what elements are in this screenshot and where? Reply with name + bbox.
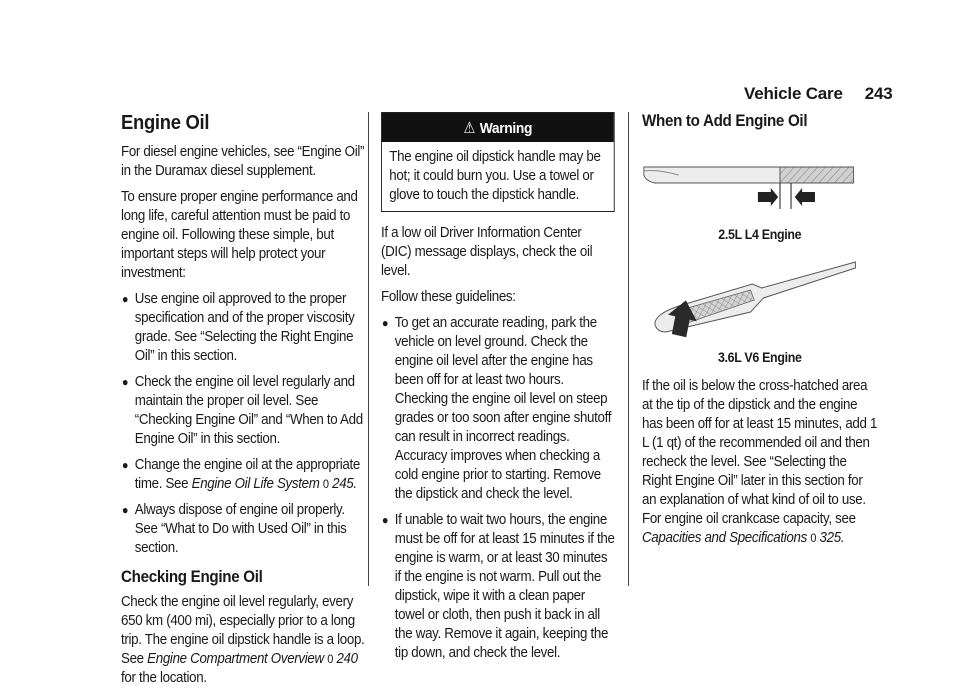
section-heading: Checking Engine Oil [121,568,263,586]
column-1 [121,110,369,695]
bullet-icon: ● [121,292,129,306]
bullet-icon: ● [381,316,389,330]
paragraph: If the oil is below the cross-hatched area at the tip of the dipstick and the engine has been off for at least 15 minutes, add 1 L (1 qt) of the recommended oil and then recheck the level. See “Selecting the Right Engine Oil” later in this section for an explanation of what kind of oil to use. For engine oil crankcase capacity, see Capacities and Specifications 0 325. [642,378,878,546]
paragraph: Check the engine oil level regularly, every 650 km (400 mi), especially prior to a long trip. The engine oil dipstick handle is a loop. See Engine Compartment Overview 0 240 for the location. [121,594,365,686]
bullet-icon: ● [381,513,389,527]
list-item: ● Always dispose of engine oil properly. See “What to Do with Used Oil” in this section. [121,502,347,556]
cross-reference-link[interactable]: Capacities and Specifications [642,530,807,546]
page-title: Engine Oil [121,112,210,134]
column-divider [628,112,629,586]
page-ref-number[interactable]: 245. [332,476,357,492]
bullet-list [381,314,615,663]
section-title: Vehicle Care [744,84,843,103]
column-2 [381,110,615,670]
page-ref-icon: 0 [810,531,817,545]
paragraph: For diesel engine vehicles, see “Engine Oil” in the Duramax diesel supplement. [121,144,365,179]
section-heading: When to Add Engine Oil [642,112,808,130]
bullet-list [121,290,369,558]
page-ref-icon: 0 [327,652,334,666]
list-item: ● To get an accurate reading, park the vehicle on level ground. Check the engine oil level after the engine has been off for at least two hours. Checking the engine oil level on steep grades or too soon after engine shutoff can result in incorrect readings. Accuracy improves when checking a cold engine prior to starting. Remove the dipstick and check the level. [381,315,612,502]
cross-reference-link[interactable]: Engine Compartment Overview [147,651,324,667]
warning-header: ⚠ Warning [382,113,614,142]
warning-box [381,112,615,212]
page-number: 243 [864,84,893,103]
warning-triangle-icon: ⚠ [463,120,476,137]
bullet-icon: ● [121,458,129,472]
warning-text: The engine oil dipstick handle may be hot; it could burn you. Use a towel or glove to touch the dipstick handle. [389,149,601,203]
list-item: ● Check the engine oil level regularly and maintain the proper oil level. See “Checking Engine Oil” and “When to Add Engine Oil” in this section. [121,374,363,447]
list-item: ● Change the engine oil at the appropriate time. See Engine Oil Life System 0 245. [121,457,360,492]
page-ref-icon: 0 [322,477,329,491]
paragraph: Follow these guidelines: [381,289,516,305]
page-ref-number[interactable]: 240 [336,651,358,667]
paragraph: To ensure proper engine performance and long life, careful attention must be paid to engine oil. Following these simple, but important steps will help protect your investment: [121,189,358,281]
dipstick-l4-illustration [642,137,878,219]
column-divider [368,112,369,586]
paragraph: If a low oil Driver Information Center (DIC) message displays, check the oil level. [381,225,593,279]
list-item: ● Use engine oil approved to the proper specification and of the proper viscosity grade. See “Selecting the Right Engine Oil” in this section. [121,291,355,364]
figure-caption: 2.5L L4 Engine [718,227,802,242]
running-header [744,84,893,104]
column-3 [642,110,878,555]
figure-caption: 3.6L V6 Engine [717,350,802,365]
bullet-icon: ● [121,375,129,389]
list-item: ● If unable to wait two hours, the engine must be off for at least 15 minutes if the engine is warm, or at least 30 minutes if the engine is not warm. Pull out the dipstick, wipe it with a clean paper towel or cloth, then push it back in all the way. Remove it again, keeping the tip down, and check the level. [381,512,615,661]
dipstick-v6-illustration [642,254,878,342]
bullet-icon: ● [121,503,129,517]
cross-reference-link[interactable]: Engine Oil Life System [191,476,320,492]
page-ref-number[interactable]: 325. [819,530,845,546]
